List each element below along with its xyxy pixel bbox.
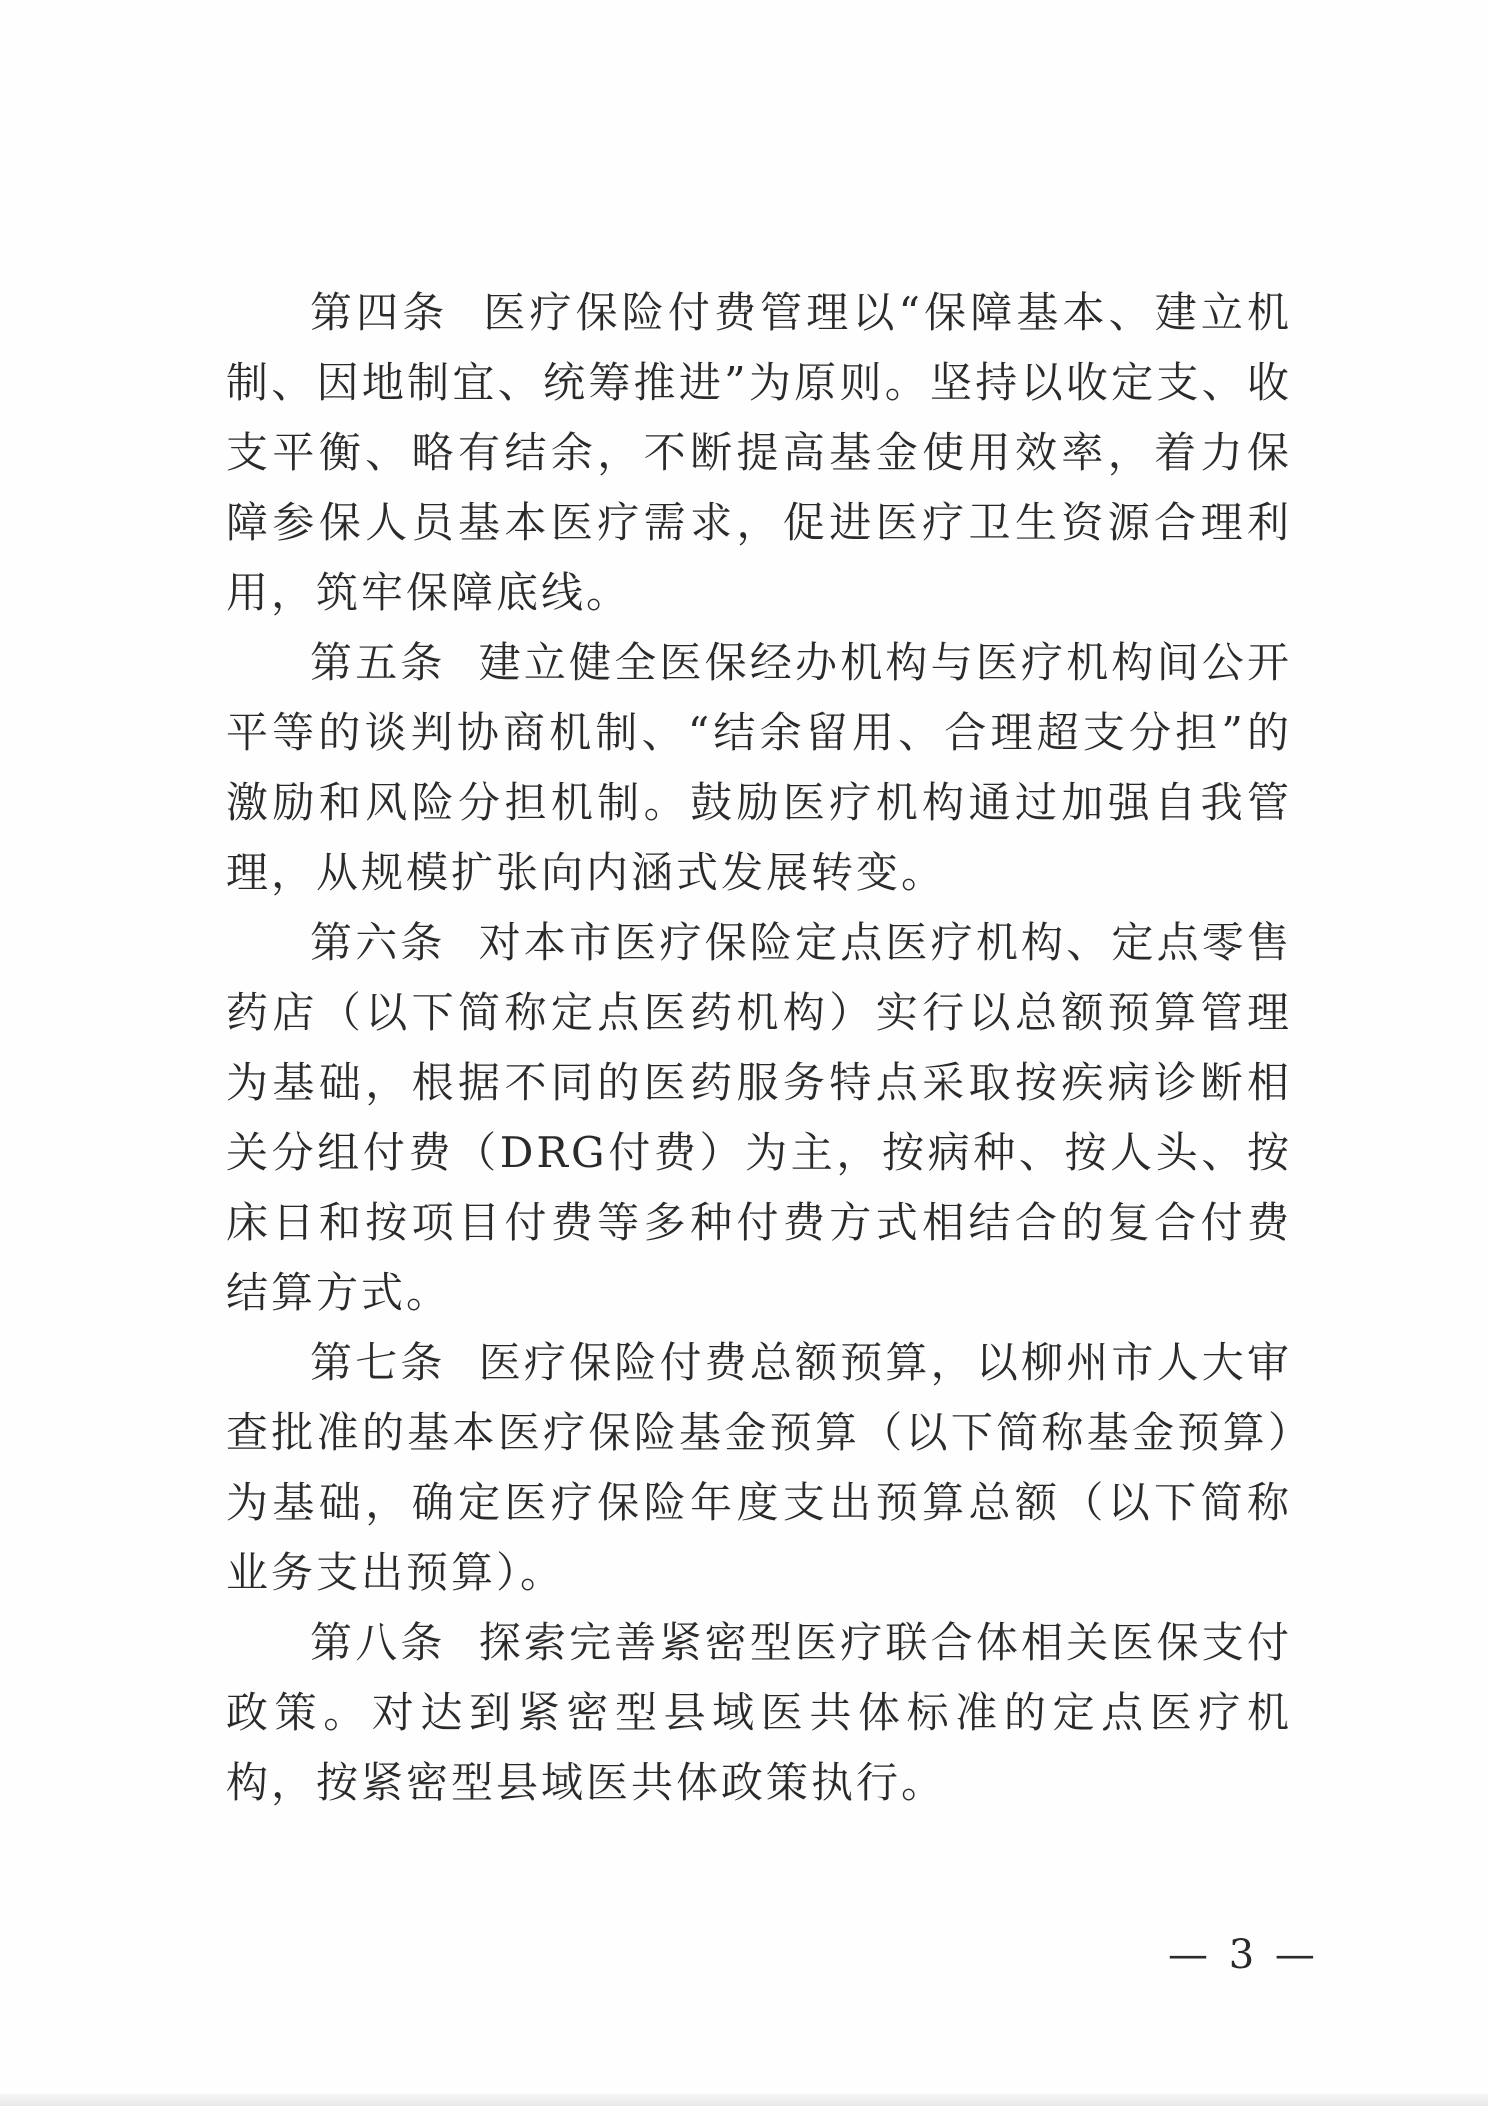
article-6 — [226, 908, 1292, 1328]
scan-edge-divider — [0, 2094, 1488, 2106]
article-7 — [226, 1328, 1292, 1608]
article-text: 探索完善紧密型医疗联合体相关医保支付政策。对达到紧密型县域医共体标准的定点医疗机构，按紧密型县域医共体政策执行。 — [226, 1618, 1292, 1807]
article-text: 医疗保险付费管理以“保障基本、建立机制、因地制宜、统筹推进”为原则。坚持以收定支、收支平衡、略有结余，不断提高基金使用效率，着力保障参保人员基本医疗需求，促进医疗卫生资源合理利用，筑牢保障底线。 — [226, 288, 1292, 617]
article-number: 第八条 — [310, 1618, 446, 1667]
article-number: 第四条 — [310, 288, 449, 337]
document-body — [226, 278, 1292, 1818]
article-5 — [226, 628, 1292, 908]
article-text: 对本市医疗保险定点医疗机构、定点零售药店（以下简称定点医药机构）实行以总额预算管理为基础，根据不同的医药服务特点采取按疾病诊断相关分组付费（DRG付费）为主，按病种、按人头、按床日和按项目付费等多种付费方式相结合的复合付费结算方式。 — [226, 918, 1292, 1317]
article-8 — [226, 1608, 1292, 1818]
page-number: — 3 — — [1168, 1932, 1319, 1978]
article-4 — [226, 278, 1292, 628]
article-number: 第六条 — [310, 918, 446, 967]
article-text: 医疗保险付费总额预算，以柳州市人大审查批准的基本医疗保险基金预算（以下简称基金预算）为基础，确定医疗保险年度支出预算总额（以下简称业务支出预算）。 — [226, 1338, 1292, 1597]
article-text: 建立健全医保经办机构与医疗机构间公开平等的谈判协商机制、“结余留用、合理超支分担”的激励和风险分担机制。鼓励医疗机构通过加强自我管理，从规模扩张向内涵式发展转变。 — [226, 638, 1292, 897]
article-number: 第五条 — [310, 638, 446, 687]
article-number: 第七条 — [310, 1338, 446, 1387]
